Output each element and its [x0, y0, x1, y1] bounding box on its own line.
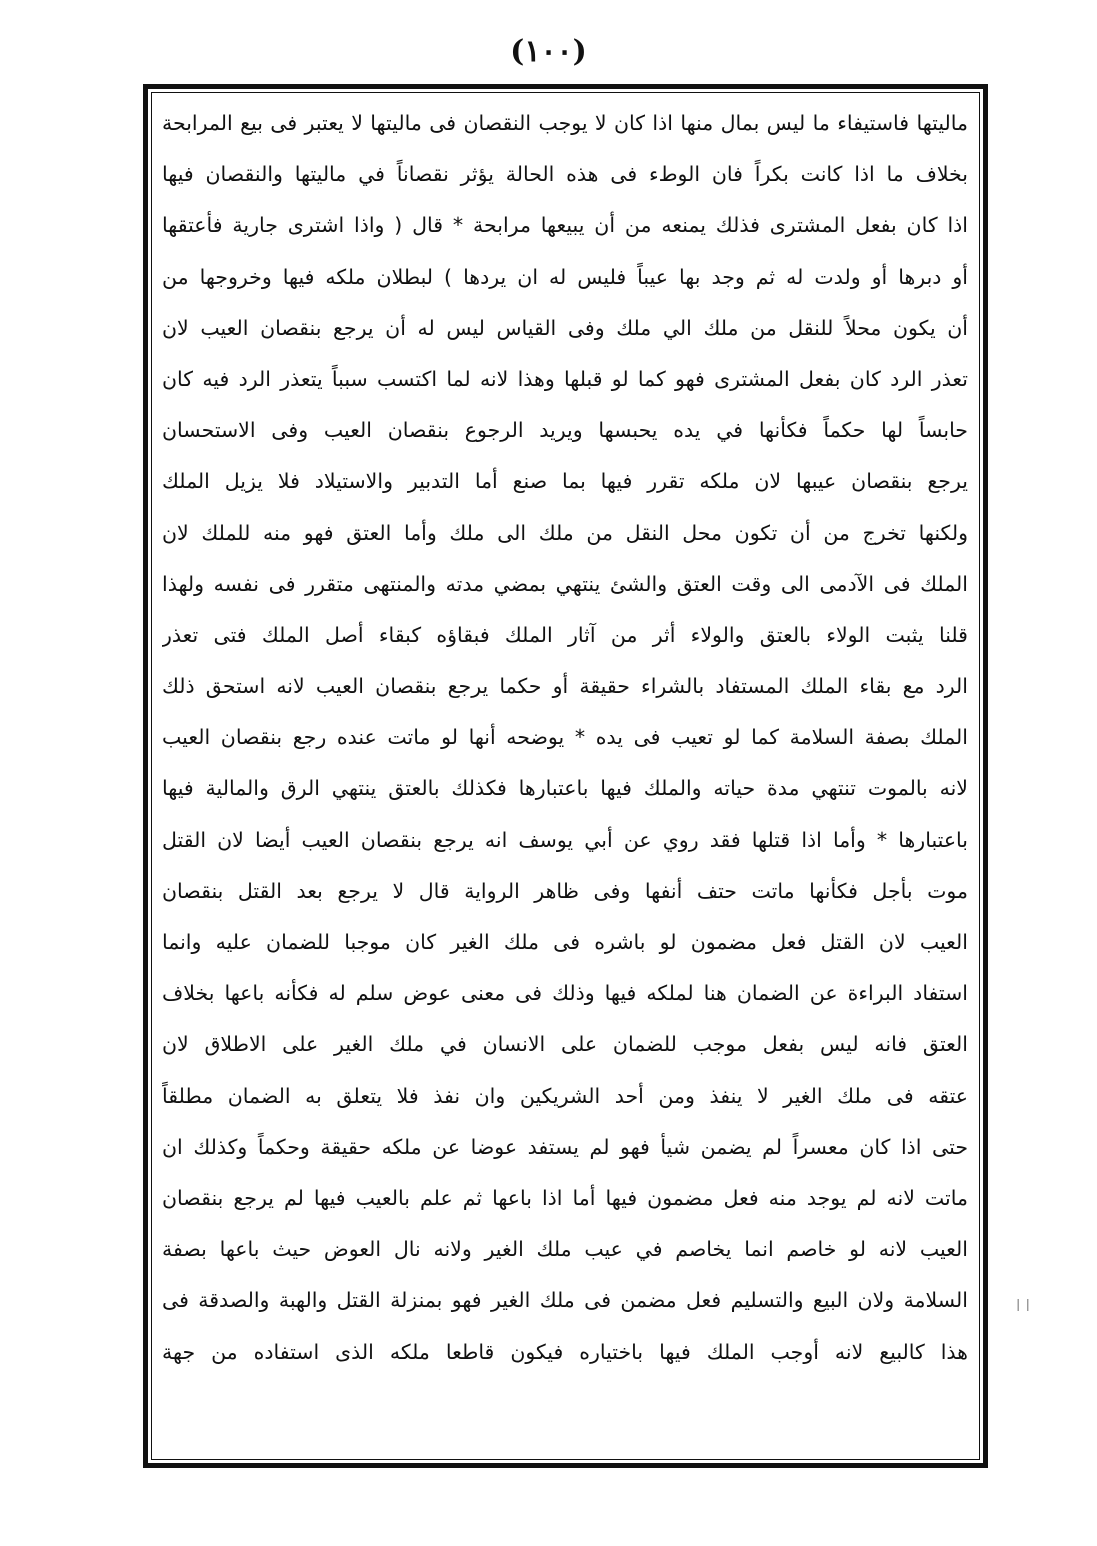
text-line: أو دبرها أو ولدت له ثم وجد بها عيباً فليس له ان يردها ) لبطلان ملكه فيها وخروجها من — [162, 264, 968, 289]
body-text — [162, 98, 968, 1454]
text-line: باعتبارها * وأما اذا قتلها فقد روي عن أبي يوسف انه يرجع بنقصان العيب أيضا لان القتل — [162, 827, 968, 852]
text-line: هذا كالبيع لانه أوجب الملك فيها باختياره فيكون قاطعا ملكه الذى استفاده من جهة — [162, 1339, 968, 1364]
text-line: الملك فى الآدمى الى وقت العتق والشئ ينتهي بمضي مدته والمنتهى متقرر فى نفسه ولهذا — [162, 571, 968, 596]
text-line: ماليتها فاستيفاء ما ليس بمال منها اذا كان لا يوجب النقصان فى ماليتها لا يعتبر فى بيع المرابحة — [162, 111, 968, 135]
text-line: حابساً لها حكماً فكأنها في يده يحبسها ويريد الرجوع بنقصان العيب وفى الاستحسان — [162, 418, 968, 443]
text-line: ماتت لانه لم يوجد منه فعل مضمون فيها أما اذا باعها ثم علم بالعيب فيها لم يرجع بنقصان — [162, 1185, 968, 1210]
page-number: (١٠٠) — [510, 34, 587, 69]
text-line: العيب لان القتل فعل مضمون لو باشره فى ملك الغير كان موجبا للضمان عليه وانما — [162, 930, 968, 954]
text-line: عتقه فى ملك الغير لا ينفذ ومن أحد الشريكين وان نفذ فلا يتعلق به الضمان مطلقاً — [162, 1083, 968, 1108]
text-line: موت بأجل فكأنها ماتت حتف أنفها وفى ظاهر الرواية قال لا يرجع بعد القتل بنقصان — [162, 878, 968, 903]
text-line: لانه بالموت تنتهي مدة حياته والملك فيها باعتبارها فكذلك بالعتق ينتهي الرق والمالية فيها — [162, 776, 968, 801]
text-line: العتق فانه ليس بفعل موجب للضمان على الانسان في ملك الغير على الاطلاق لان — [162, 1032, 968, 1057]
text-line: الرد مع بقاء الملك المستفاد بالشراء حقيقة أو حكما يرجع بنقصان العيب لانه استحق ذلك — [162, 674, 968, 699]
text-line: ولكنها تخرج من أن تكون محل النقل من ملك الى ملك وأما العتق فهو منه للملك لان — [162, 520, 968, 545]
text-line: السلامة ولان البيع والتسليم فعل مضمن فى ملك الغير فهو بمنزلة القتل والهبة والصدقة فى — [162, 1288, 968, 1313]
text-line: بخلاف ما اذا كانت بكراً فان الوطء فى هذه الحالة يؤثر نقصاناً في ماليتها والنقصان فيها — [162, 162, 968, 187]
text-line: الملك بصفة السلامة كما لو تعيب فى يده * يوضحه أنها لو ماتت عنده رجع بنقصان العيب — [162, 725, 968, 750]
text-line: استفاد البراءة عن الضمان هنا لملكه فيها وذلك فى معنى عوض سلم له فكأنه باعها بخلاف — [162, 981, 968, 1006]
margin-mark: ا ا — [1016, 1296, 1030, 1315]
text-line: يرجع بنقصان عيبها لان ملكه تقرر فيها بما صنع أما التدبير والاستيلاد فلا يزيل الملك — [162, 469, 968, 494]
text-line: اذا كان بفعل المشترى فذلك يمنعه من أن يبيعها مرابحة * قال ( واذا اشترى جارية فأعتقها — [162, 213, 968, 238]
text-line: تعذر الرد كان بفعل المشترى فهو كما لو قبلها وهذا لانه لما اكتسب سبباً يتعذر الرد فيه كان — [162, 366, 968, 391]
text-line: أن يكون محلاً للنقل من ملك الي ملك وفى القياس ليس له أن يرجع بنقصان العيب لان — [162, 315, 968, 340]
text-line: حتى اذا كان معسراً لم يضمن شيأ فهو لم يستفد عوضا عن ملكه حقيقة وحكماً وكذلك ان — [162, 1134, 968, 1159]
text-line: العيب لانه لو خاصم انما يخاصم في عيب ملك الغير ولانه نال العوض حيث باعها بصفة — [162, 1237, 968, 1262]
text-line: قلنا يثبت الولاء بالعتق والولاء أثر من آثار الملك فبقاؤه كبقاء أصل الملك فتى تعذر — [162, 622, 968, 647]
